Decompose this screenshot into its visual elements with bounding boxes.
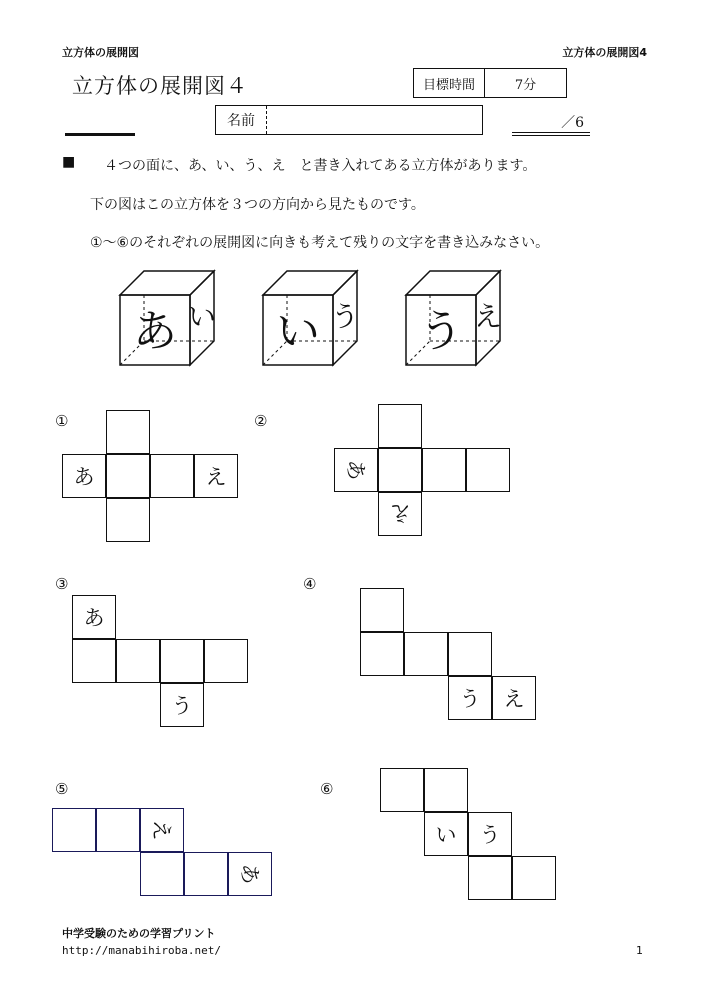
score-line-1 [512, 132, 590, 133]
net-6-face[interactable] [468, 812, 512, 856]
problem-number-2: ② [254, 412, 268, 430]
net-3-face[interactable] [72, 639, 116, 683]
cube-3-front-label: う [419, 306, 463, 357]
instruction-line-1: ４つの面に、あ、い、う、え と書き入れてある立方体があります。 [104, 158, 537, 174]
net-5-face[interactable] [184, 852, 228, 896]
net-2-face[interactable] [378, 492, 422, 536]
net-2-face[interactable] [466, 448, 510, 492]
cube-1-front-label: あ [133, 306, 177, 357]
net-1-face-label: あ [73, 465, 95, 489]
net-2-face[interactable] [378, 448, 422, 492]
problem-number-6: ⑥ [320, 780, 334, 798]
bullet-icon: ■ [62, 154, 76, 170]
net-4-face-label: え [503, 687, 525, 711]
net-1-face[interactable] [106, 410, 150, 454]
net-2-face[interactable] [334, 448, 378, 492]
net-6-face-label: い [435, 823, 457, 847]
footer-line-1: 中学受験のための学習プリント [62, 927, 216, 940]
target-time-box [413, 68, 567, 98]
net-6-face[interactable] [424, 812, 468, 856]
net-5-face[interactable] [140, 808, 184, 852]
net-3-face-label: う [171, 694, 193, 718]
score-line-2 [512, 135, 590, 136]
cube-1 [120, 271, 216, 365]
net-3-face[interactable] [72, 595, 116, 639]
net-2-face[interactable] [378, 404, 422, 448]
net-1-face[interactable] [150, 454, 194, 498]
net-3-face[interactable] [160, 639, 204, 683]
cube-3 [406, 271, 502, 365]
net-5-face[interactable] [96, 808, 140, 852]
net-3-face[interactable] [116, 639, 160, 683]
cube-2 [263, 271, 359, 365]
net-5-face[interactable] [228, 852, 272, 896]
page-title: 立方体の展開図４ [72, 74, 248, 98]
instruction-line-3: ①～⑥のそれぞれの展開図に向きも考えて残りの文字を書き込みなさい。 [90, 235, 550, 251]
net-1-face[interactable] [194, 454, 238, 498]
title-underline [65, 133, 135, 136]
footer-url[interactable]: http://manabihiroba.net/ [62, 944, 221, 957]
net-1-face[interactable] [106, 454, 150, 498]
cube-3-side-label: え [473, 300, 503, 333]
problem-number-4: ④ [303, 575, 317, 593]
name-box[interactable] [215, 105, 483, 135]
net-3-face[interactable] [204, 639, 248, 683]
cube-1-side-label: い [187, 300, 217, 333]
net-2-face-label: あ [343, 459, 367, 481]
cube-views [115, 265, 535, 375]
net-6-face[interactable] [468, 856, 512, 900]
net-1-face-label: え [205, 465, 227, 489]
net-5-face[interactable] [52, 808, 96, 852]
net-5-face-label: え [149, 819, 173, 841]
net-4-face[interactable] [404, 632, 448, 676]
name-label: 名前 [216, 106, 267, 134]
instruction-line-2: 下の図はこの立方体を３つの方向から見たものです。 [90, 197, 425, 213]
net-4-face[interactable] [448, 676, 492, 720]
net-4-face-label: う [459, 687, 481, 711]
problem-number-3: ③ [55, 575, 69, 593]
net-4-face[interactable] [448, 632, 492, 676]
net-3-face-label: あ [83, 606, 105, 630]
page-number: 1 [636, 944, 643, 957]
net-6-face[interactable] [512, 856, 556, 900]
name-field[interactable] [267, 106, 482, 134]
net-2-face-label: え [389, 501, 411, 525]
net-4-face[interactable] [360, 588, 404, 632]
net-1-face[interactable] [62, 454, 106, 498]
problem-number-5: ⑤ [55, 780, 69, 798]
cube-2-front-label: い [276, 306, 320, 357]
score-text: ／6 [561, 115, 584, 131]
net-1-face[interactable] [106, 498, 150, 542]
net-6-face-label: う [479, 823, 501, 847]
header-right-label: 立方体の展開図4 [562, 46, 647, 59]
cube-2-side-label: う [330, 300, 360, 333]
net-5-face-label: あ [237, 863, 261, 885]
net-4-face[interactable] [360, 632, 404, 676]
problem-number-1: ① [55, 412, 69, 430]
target-time-value: 7分 [514, 77, 537, 93]
net-2-face[interactable] [422, 448, 466, 492]
target-time-label: 目標時間 [414, 69, 485, 97]
net-3-face[interactable] [160, 683, 204, 727]
net-4-face[interactable] [492, 676, 536, 720]
net-6-face[interactable] [424, 768, 468, 812]
header-left-label: 立方体の展開図 [62, 46, 139, 59]
net-6-face[interactable] [380, 768, 424, 812]
net-5-face[interactable] [140, 852, 184, 896]
